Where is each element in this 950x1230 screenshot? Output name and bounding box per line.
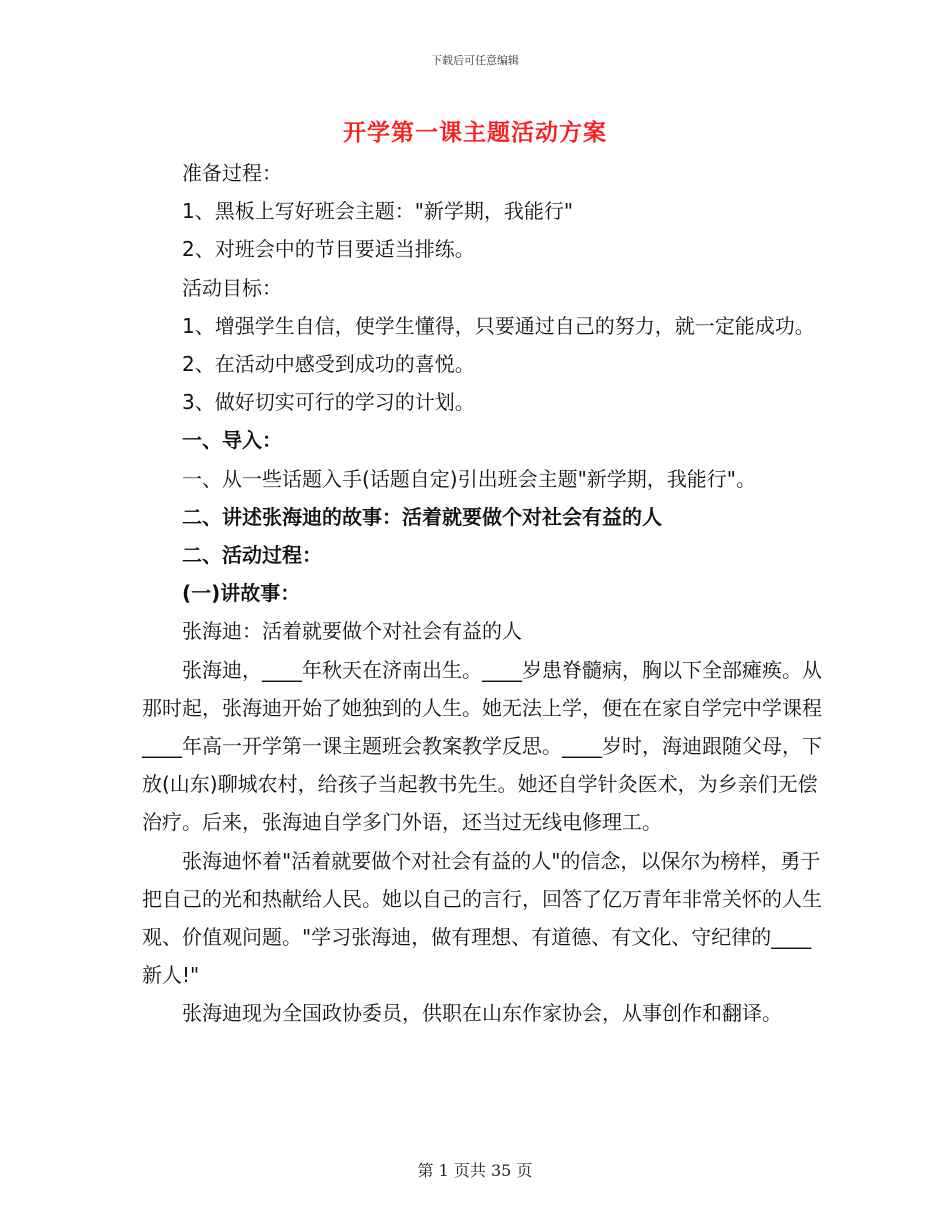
paragraph: 准备过程： <box>182 161 282 185</box>
paragraph: 2、在活动中感受到成功的喜悦。 <box>182 352 475 377</box>
document-body <box>142 154 822 1033</box>
section-heading: 二、讲述张海迪的故事：活着就要做个对社会有益的人 <box>182 504 662 529</box>
paragraph: 张海迪，____年秋天在济南出生。____岁患脊髓病，胸以下全部瘫痪。从那时起，张海迪开始了她独到的人生。她无法上学，便在在家自学完中学课程____年高一开学第一课主题班会教案教学反思。____岁时，海迪跟随父母，下放(山东)聊城农村，给孩子当起教书先生。她还自学针灸医术，为乡亲们无偿治疗。后来，张海迪自学多门外语，还当过无线电修理工。 <box>142 657 822 835</box>
page-header-note: 下载后可任意编辑 <box>431 54 519 67</box>
paragraph: 张海迪现为全国政协委员，供职在山东作家协会，从事创作和翻译。 <box>182 1001 782 1026</box>
page-number-footer: 第 1 页共 35 页 <box>417 1161 533 1180</box>
paragraph: 1、增强学生自信，使学生懂得，只要通过自己的努力，就一定能成功。 <box>182 313 815 338</box>
paragraph: 活动目标： <box>182 275 282 300</box>
paragraph: 张海迪：活着就要做个对社会有益的人 <box>182 619 522 644</box>
section-heading: 一、导入： <box>182 428 282 453</box>
paragraph: 3、做好切实可行的学习的计划。 <box>182 390 475 415</box>
paragraph: 一、从一些话题入手(话题自定)引出班会主题"新学期，我能行"。 <box>182 466 757 491</box>
paragraph: 张海迪怀着"活着就要做个对社会有益的人"的信念，以保尔为榜样，勇于把自己的光和热献给人民。她以自己的言行，回答了亿万青年非常关怀的人生观、价值观问题。"学习张海迪，做有理想、有道德、有文化、守纪律的____新人!" <box>142 848 822 988</box>
section-heading: 二、活动过程： <box>182 543 322 568</box>
document-title: 开学第一课主题活动方案 <box>343 120 607 146</box>
paragraph: 2、对班会中的节目要适当排练。 <box>182 237 475 262</box>
subsection-heading: (一)讲故事： <box>182 581 301 606</box>
paragraph: 1、黑板上写好班会主题："新学期，我能行" <box>182 199 574 224</box>
